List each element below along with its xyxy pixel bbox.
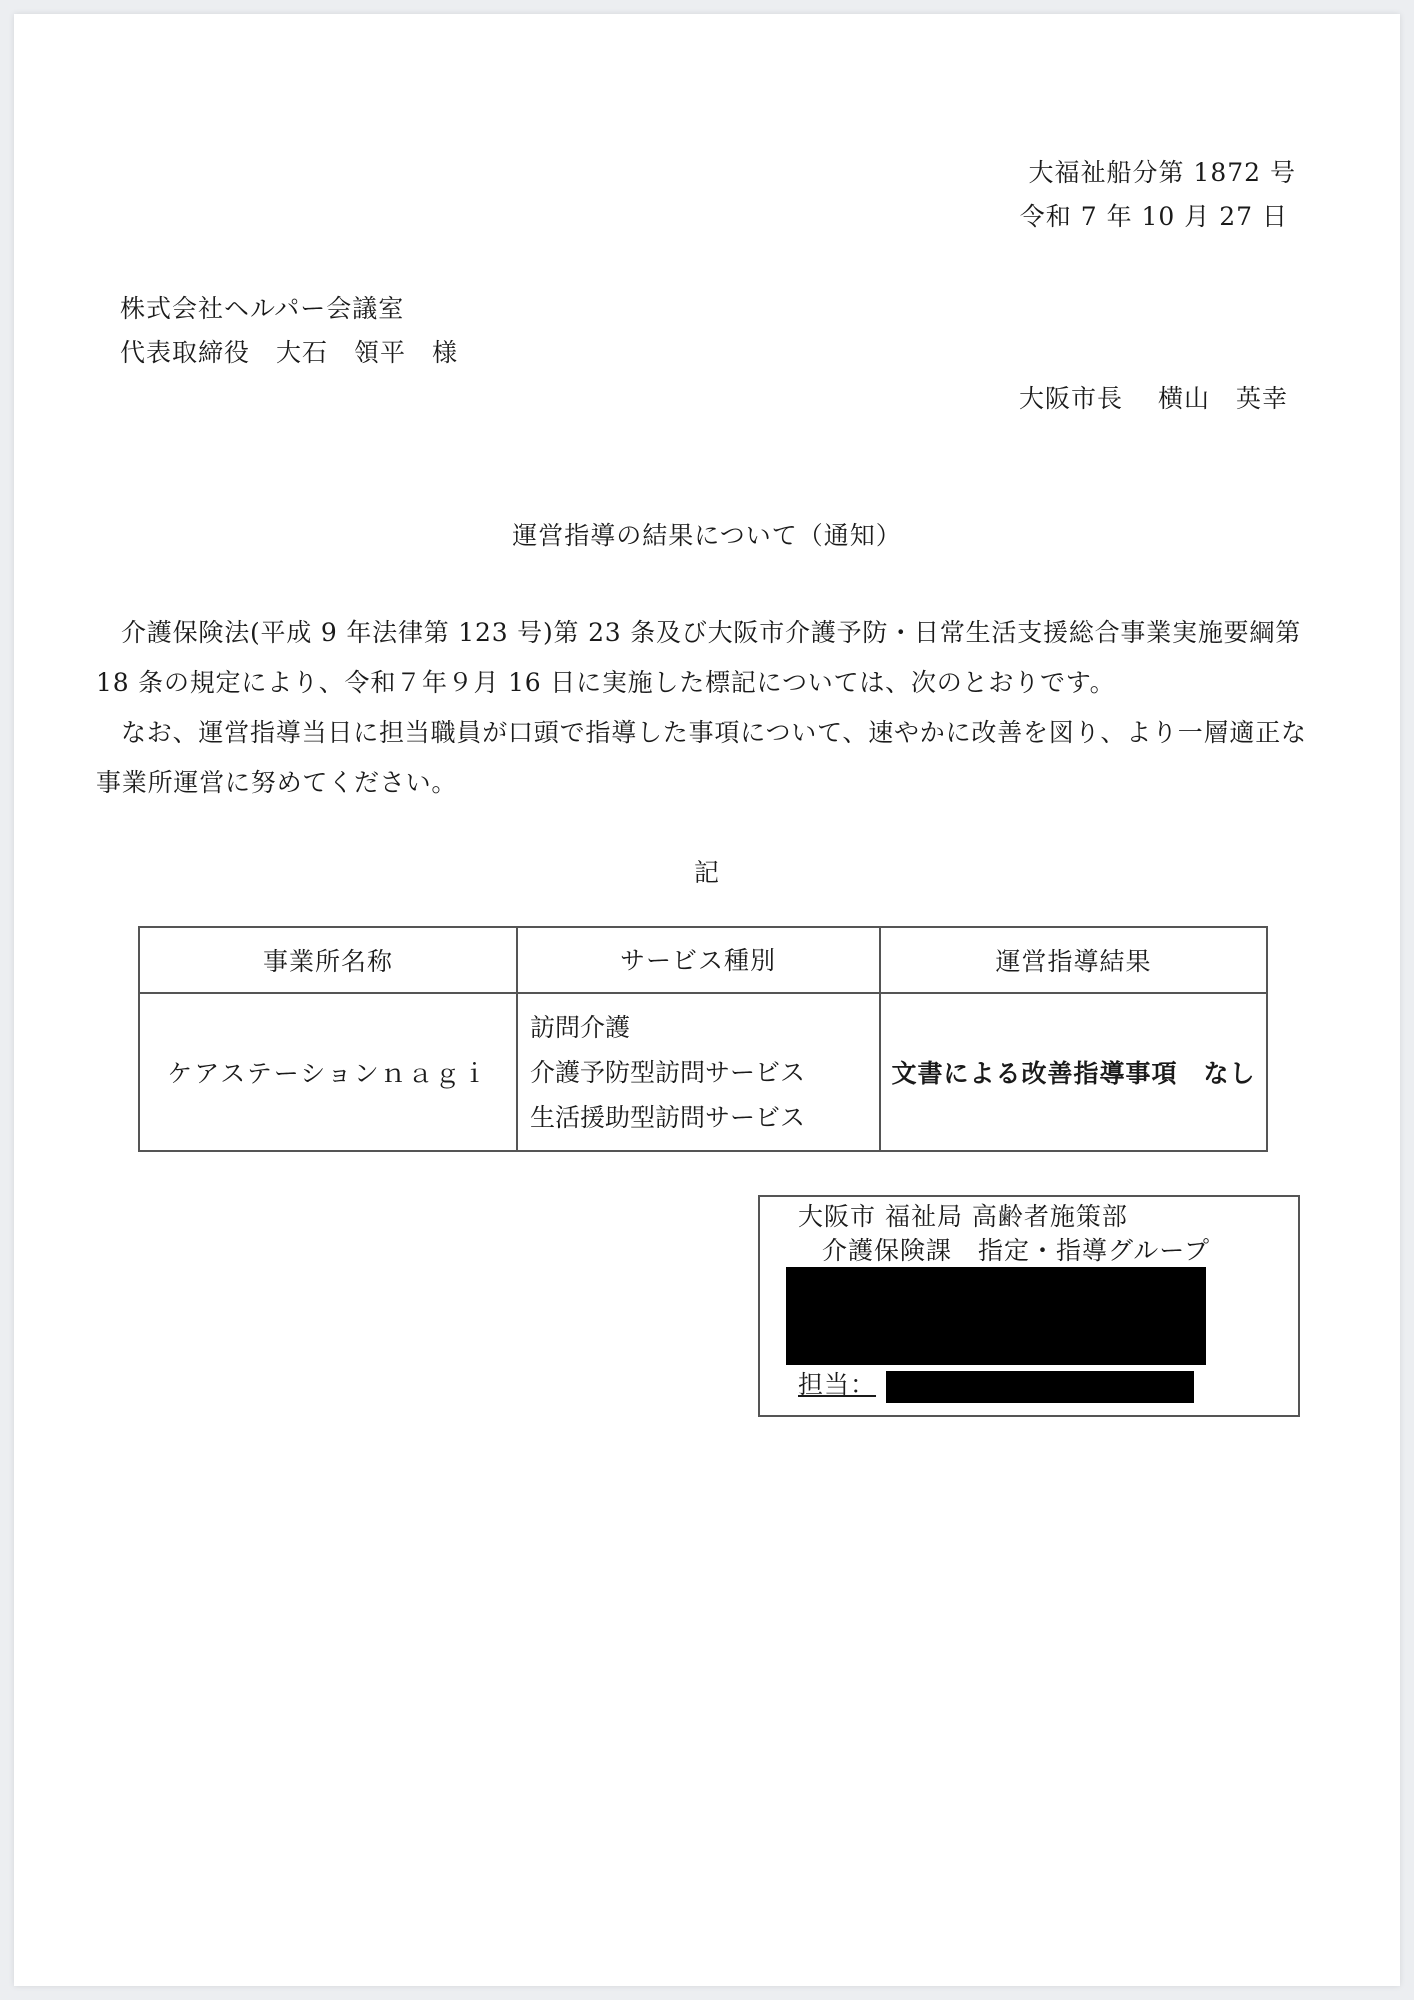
ki-label: 記 — [693, 858, 720, 887]
document-number: 大福祉船分第 1872 号 — [1028, 158, 1296, 187]
body-paragraph-1: 介護保険法(平成 9 年法律第 123 号)第 23 条及び大阪市介護予防・日常生活支援総合事業実施要綱第 18 条の規定により、令和７年９月 16 日に実施した標記については、次のとおりです。 — [96, 618, 1302, 697]
document-date: 令和 7 年 10 月 27 日 — [1019, 202, 1288, 231]
body-text — [96, 608, 1318, 808]
redacted-block — [786, 1267, 1206, 1365]
office-name-cell: ケアステーションｎａｇｉ — [139, 993, 517, 1151]
redacted-staff-name — [886, 1371, 1194, 1403]
recipient-representative: 代表取締役 大石 領平 様 — [120, 338, 459, 367]
sender-name: 大阪市長 横山 英幸 — [1019, 384, 1288, 413]
service-item: 介護予防型訪問サービス — [530, 1057, 806, 1087]
staff-label: 担当： — [798, 1370, 877, 1399]
service-type-cell — [517, 993, 880, 1151]
body-paragraph-2: なお、運営指導当日に担当職員が口頭で指導した事項について、速やかに改善を図り、より一層適正な事業所運営に努めてください。 — [96, 718, 1307, 797]
document-title: 運営指導の結果について（通知） — [512, 521, 902, 550]
table-row — [139, 993, 1267, 1151]
result-cell: 文書による改善指導事項 なし — [880, 993, 1267, 1151]
recipient-company: 株式会社ヘルパー会議室 — [120, 294, 405, 323]
result-table — [138, 926, 1268, 1152]
table-header-row — [139, 927, 1267, 993]
header-result: 運営指導結果 — [880, 927, 1267, 993]
service-item: 生活援助型訪問サービス — [530, 1102, 806, 1132]
header-office-name: 事業所名称 — [139, 927, 517, 993]
contact-section: 介護保険課 指定・指導グループ — [822, 1236, 1211, 1265]
service-item: 訪問介護 — [530, 1012, 631, 1042]
header-service-type: サービス種別 — [517, 927, 880, 993]
document-page — [14, 14, 1400, 1986]
contact-box — [758, 1195, 1300, 1417]
contact-department: 大阪市 福祉局 高齢者施策部 — [798, 1202, 1128, 1231]
